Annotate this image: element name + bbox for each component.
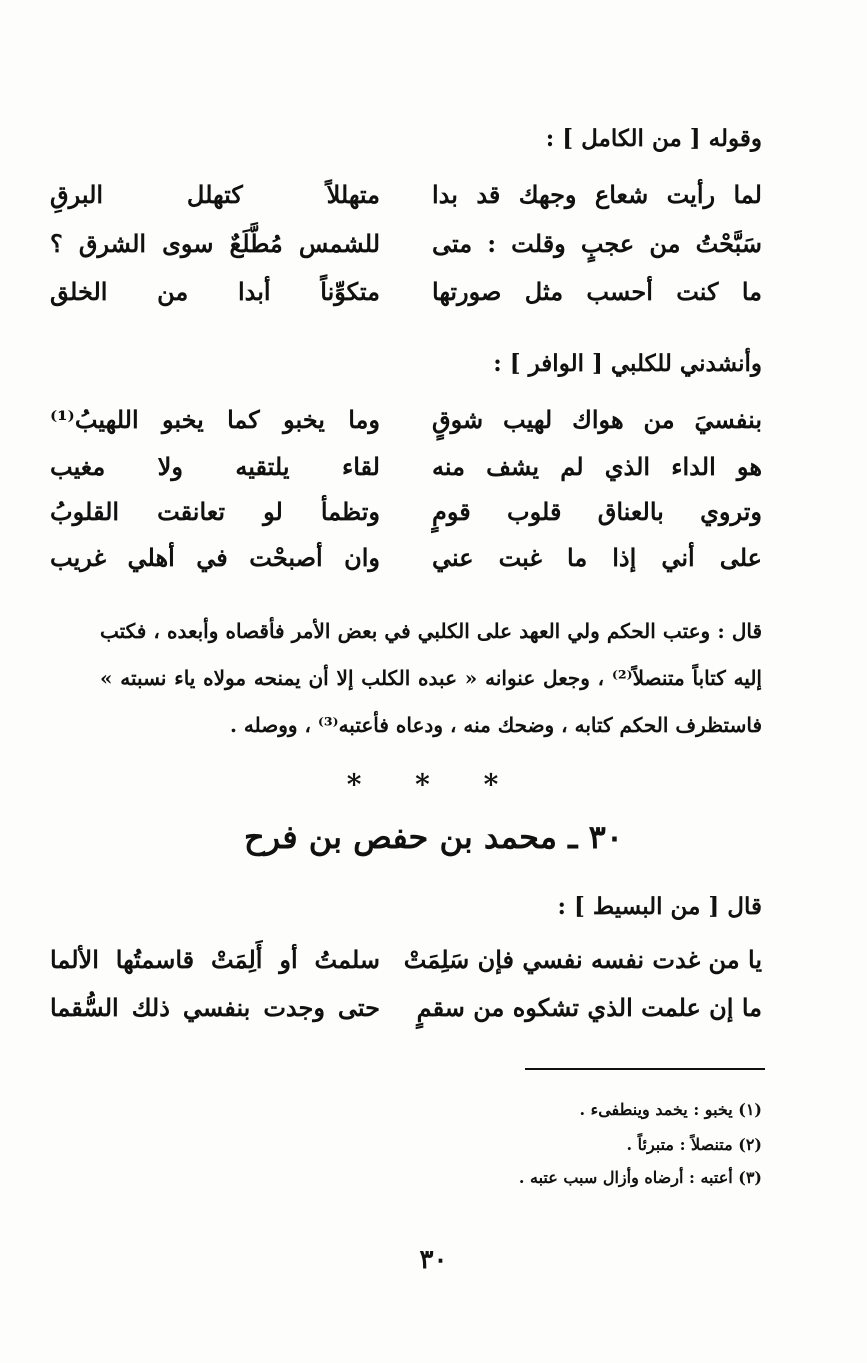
prose-paragraph: قال : وعتب الحكم ولي العهد على الكلبي في بعض الأمر فأقصاه وأبعده ، فكتب إليه كتاباً متنصلاً⁽²⁾ ، وجعل عنوانه « عبده الكلب إلا أن يمنحه مولاه ياء نسبته » فاستظرف الحكم كتابه ، وضحك منه ، ودعاه فأعتبه⁽³⁾ ، ووصله . [100, 619, 762, 737]
verse-first-hemistich: يا من غدت نفسه نفسي فإن سَلِمَتْ [403, 945, 762, 974]
verse-line [50, 497, 762, 537]
verse-first-hemistich: على أني إذا ما غبت عني [432, 543, 762, 572]
footnote: (٣) أعتبه : أرضاه وأزال سبب عتبه . [518, 1168, 762, 1187]
verse-line [50, 180, 762, 220]
verse-second-hemistich: لقاء يلتقيه ولا مغيب [50, 452, 380, 481]
verse-first-hemistich: سَبَّحْتُ من عجبٍ وقلت : متى [432, 229, 762, 258]
verse-first-hemistich: وتروي بالعناق قلوب قومٍ [432, 497, 762, 526]
verse-second-hemistich: متكوِّناً أبدا من الخلق [50, 277, 380, 306]
poem-intro-wafir: وأنشدني للكلبي [ الوافر ] : [493, 350, 762, 377]
poem-intro-basit: قال [ من البسيط ] : [557, 893, 762, 920]
verse-second-hemistich: للشمس مُطَّلَعٌ سوى الشرق ؟ [50, 229, 380, 258]
footnote: (١) يخبو : يخمد وينطفىء . [579, 1100, 762, 1119]
footnote: (٢) متنصلاً : متبرئاً . [626, 1135, 762, 1154]
verse-first-hemistich: بنفسيَ من هواك لهيب شوقٍ [432, 405, 762, 434]
verse-first-hemistich: لما رأيت شعاع وجهك قد بدا [432, 180, 762, 209]
section-separator: * * * [346, 768, 521, 801]
verse-line [50, 543, 762, 583]
verse-line [50, 405, 762, 445]
verse-line [50, 993, 762, 1033]
verse-second-hemistich: حتى وجدت بنفسي ذلك السُّقما [50, 993, 380, 1022]
footnote-divider [525, 1068, 765, 1070]
verse-line [50, 945, 762, 985]
section-heading: ٣٠ ـ محمد بن حفص بن فرح [244, 818, 623, 856]
verse-first-hemistich: ما إن علمت الذي تشكوه من سقمٍ [416, 993, 762, 1022]
verse-second-hemistich: وما يخبو كما يخبو اللهيبُ⁽¹⁾ [50, 405, 380, 434]
verse-line [50, 229, 762, 269]
verse-first-hemistich: ما كنت أحسب مثل صورتها [432, 277, 762, 306]
verse-first-hemistich: هو الداء الذي لم يشف منه [432, 452, 762, 481]
verse-second-hemistich: متهللاً كتهلل البرقِ [50, 180, 380, 209]
verse-second-hemistich: سلمتُ أو أَلِمَتْ قاسمتُها الألما [50, 945, 380, 974]
verse-line [50, 452, 762, 492]
verse-second-hemistich: وان أصبحْت في أهلي غريب [50, 543, 380, 572]
verse-line [50, 277, 762, 317]
verse-second-hemistich: وتظمأ لو تعانقت القلوبُ [50, 497, 380, 526]
page-number: ٣٠ [419, 1245, 448, 1275]
poem-intro-kamil: وقوله [ من الكامل ] : [545, 125, 762, 152]
